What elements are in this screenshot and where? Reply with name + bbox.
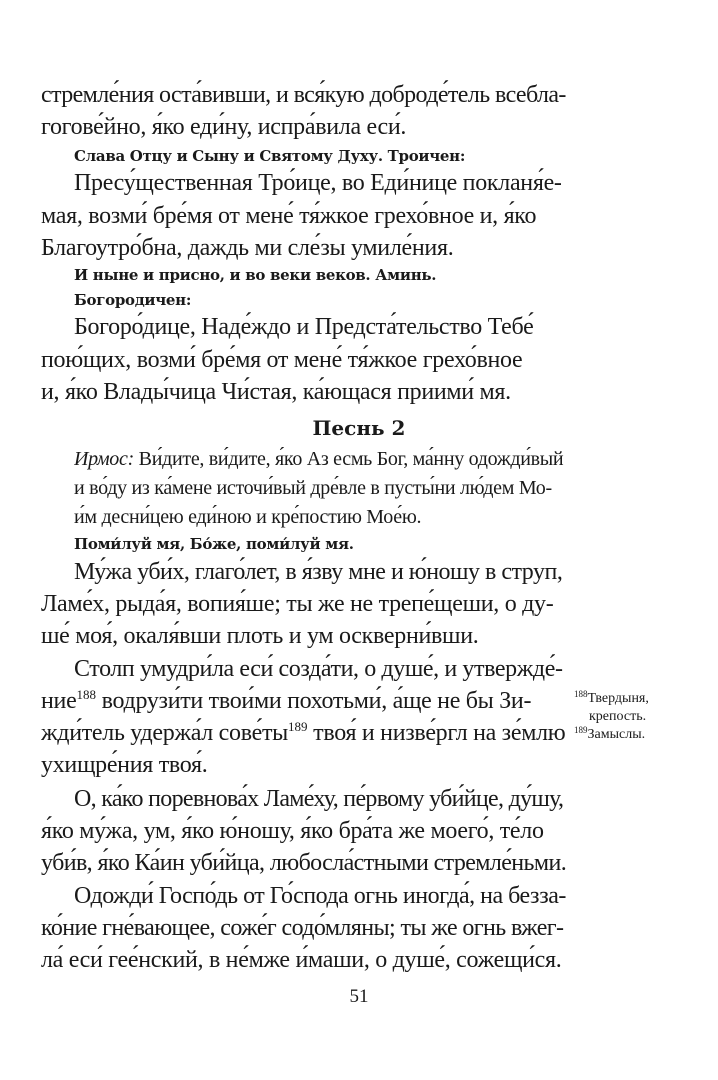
footnote-text: Твердыня, [587,691,649,706]
text-line [41,718,566,748]
text-line: Ламе́х, рыда́я, вопия́ше; ты же не трепе́щеши, о ду- [41,590,554,617]
irmos-line [74,445,566,473]
text-line: уби́в, я́ко Ка́ин уби́йца, любосла́стными стремле́ньми. [41,849,566,876]
text-fragment: ние [41,688,77,715]
footnote-ref-188[interactable]: 188 [76,687,96,703]
text-line: гогове́йно, я́ко еди́ну, испра́вила еси́. [41,114,407,141]
text-line: Одожди́ Госпо́дь от Го́спода огнь иногда́, на безза- [74,883,566,909]
text-line: Столп умудри́ла еси́ созда́ти, о душе́, и утвержде́- [74,656,563,683]
text-line: ше́ моя́, окаля́вши плоть и ум оскверни́вши. [41,622,479,649]
text-line: мая, возми́ бре́мя от мене́ тя́жкое грехо́вное и, я́ко [41,202,537,229]
footnote-188-cont: крепость. [589,709,647,724]
text-fragment: твоя́ и низве́ргл на зе́млю [307,720,566,747]
page-number: 51 [349,986,369,1007]
footnote-188 [574,690,649,707]
text-line: стремле́ния оста́вивши, и вся́кую доброде́тель всебла- [41,82,566,108]
rubric-and-now: И ныне и присно, и во веки веков. Аминь. [74,265,437,284]
text-fragment: жди́тель удержа́л сове́ты [41,720,288,747]
text-line: О, ка́ко поревнова́х Ламе́ху, пе́рвому уби́йце, ду́шу, [74,785,564,812]
footnote-ref-189[interactable]: 189 [287,719,308,735]
irmos-line: и́м десни́цею еди́ною и кре́постию Мое́ю. [74,506,422,529]
text-line [41,686,566,716]
text-line: пою́щих, возми́ бре́мя от мене́ тя́жкое грехо́вное [41,346,523,373]
rubric-bogorodichen: Богородичен: [74,291,192,310]
footnote-text: Замыслы. [587,727,646,742]
text-line: и, я́ко Влады́чица Чи́стая, ка́ющася приими́ мя. [41,378,511,405]
irmos-text: Ви́дите, ви́дите, я́ко Аз есмь Бог, ма́нну одожди́вый [133,448,564,471]
text-line: Богоро́дице, Наде́ждо и Предста́тельство Тебе́ [74,314,534,341]
text-fragment: водрузи́ти твои́ми похотьми́, а́ще не бы Зи- [95,688,532,715]
irmos-label: Ирмос: [74,448,134,471]
refrain: Поми́луй мя, Бо́же, поми́луй мя. [74,535,354,554]
text-line: ухищре́ния твоя́. [41,752,208,779]
text-line: Му́жа уби́х, глаго́лет, в я́зву мне и ю́ношу в струп, [74,558,563,585]
text-line: Пресу́щественная Тро́ице, во Еди́нице покланя́е- [74,170,562,197]
text-line: я́ко му́жа, ум, я́ко ю́ношу, я́ко бра́та же моего́, те́ло [41,817,544,844]
text-line: Благоутро́бна, даждь ми сле́зы умиле́ния. [41,234,454,261]
text-line: ла́ еси́ гее́нский, в не́мже и́маши, о душе́, сожещи́ся. [41,947,562,973]
footnote-number: 189 [574,725,588,735]
rubric-doxology: Слава Отцу и Сыну и Святому Духу. Троичен: [74,147,466,166]
section-heading: Песнь 2 [312,415,406,440]
footnote-number: 188 [574,689,588,699]
text-line: ко́ние гне́вающее, соже́г содо́мляны; ты же огнь вжег- [41,915,564,941]
irmos-line: и во́ду из ка́мене источи́вый дре́вле в пусты́ни лю́дем Мо- [74,477,552,500]
footnote-189 [574,726,645,743]
